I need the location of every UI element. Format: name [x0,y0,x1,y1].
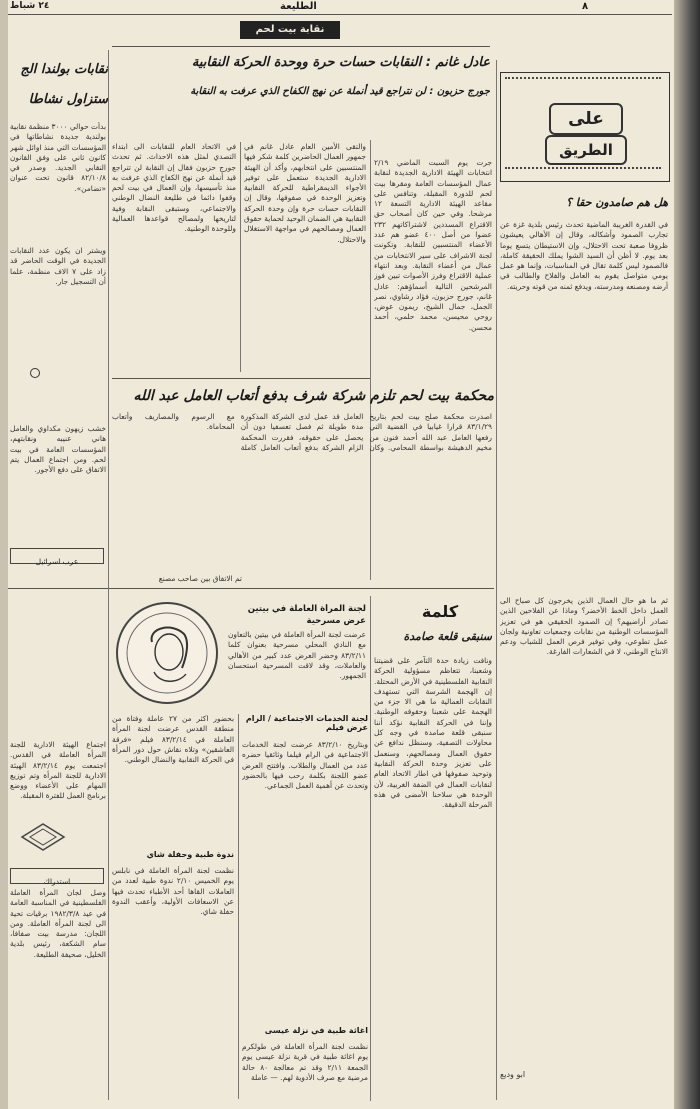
left-headline-1: نقابات بولندا الج [20,62,108,77]
left-body-2: ويشتر ان يكون عدد النقابات الجديدة في الوقت الحاضر قد زاد على ٧ الاف منظمة، علما أن التسجيل جار. [10,246,106,286]
page-number: ٨ [582,1,589,12]
column-question: هل هم صامدون حقا ؟ [566,196,668,209]
masthead-title: نقابة بيت لحم [255,24,325,35]
lead-column-1: جرت يوم السبت الماضي ٢/١٩ انتخابات الهيئة الادارية الجديدة لنقابة عمال المؤسسات العامة ومقرها بيت لحم للدورة المقبلة، وتنافس على مقاعد الهيئة الادارية التسعة ١٢ مرشحا. وفي حين كان أصحاب حق الاقتراع المسددين لاشتراكاتهم ٢٣٢ عضوا من أصل ٤٠٠ عضو هم عدد الأعضاء المنتسبين للنقابة. وتكونت لجنة الاشراف على سير الانتخابات من عمال من أعضاء النقابة. وبعد انتهاء عملية الاقتراع وفرز الأصوات تبين فوز المرشحين التالية أسماؤهم: عادل غانم، جورج حزبون، فؤاد رشاوي، نصر الجمل، جمال الشيخ، ريمون عوض، روحي محيسن، محمد حلمي، أحمد محسن. [374,158,492,332]
left-body-4: اجتماع الهيئة الادارية للجنة المرأة العاملة في القدس. اجتمعت يوم ٨٣/٢/١٤ الهيئة الادارية للجنة المرأة وتم توزيع المهام على الأعضاء ووضع برنامج العمل للفترة المقبلة. [10,740,106,801]
column-signoff: ابو وديع [500,1070,526,1079]
left-box-label: عرب اسرائيل [35,557,79,566]
circle-mark [30,368,40,378]
left-box-2 [10,868,104,884]
kalima-subtitle: سنبقى قلعة صامدة [403,630,492,643]
women-head-5: اغاثة طبية في نزلة عيسى [264,1026,368,1035]
women-body-2: بحضور اكثر من ٢٧ عاملة وفتاة من منطقة القدس عرضت لجنة المرأة العاملة في ٨٣/٢/١٤ فيلم «فرقة العاشقين» وتلاه نقاش حول دور المرأة في الحركة النقابية والنضال الوطني. [112,714,234,765]
women-head-4: ندوة طبية وحفلة شاي [146,850,234,859]
column-box [500,72,670,182]
header-date: ٢٤ شباط [10,1,50,11]
diamond-ornament [20,822,66,852]
left-box [10,548,104,564]
court-headline: محكمة بيت لحم تلزم شركة شرف بدفع أتعاب العامل عبد الله [133,388,494,404]
masthead-label [240,21,340,39]
women-emblem [112,598,222,708]
kalima-body: ونافت زيادة حدة التآمر على قضيتنا وشعبنا، تتعاظم مسؤولية الحركة النقابية الفلسطينية في الأرض المحتلة. إن الهجمة الشرسة التي تستهدف النقابات العمالية ما هي الا جزء من الهجمة على شعبنا وحقوقه الوطنية. وإننا في الحركة النقابية نؤكد أننا سنبقى قلعة صامدة في وجه كل محاولات التصفية، وسنظل ندافع عن حقوق العمال ومصالحهم، وسنعمل على تعزيز وحدة الحركة النقابية وتوحيد صفوفها في اطار الاتحاد العام لنقابات العمال في الضفة الغربية، لأن الوحدة هي سلاحنا الأمضى في هذه المرحلة الدقيقة. [374,656,492,810]
women-body-3: وبتاريخ ٨٣/٢/١٠ عرضت لجنة الخدمات الاجتماعية في الرام فيلما وثائقيا حضره عدد من العمال والطلاب. وافتتح العرض عضو اللجنة بكلمة رحب فيها بالحضور وتحدث عن أهمية العمل الجماعي. [242,740,368,791]
left-body-1: بدأت حوالي ٣٠٠٠ منظمة نقابية بولندية جديدة نشاطاتها في المؤسسات التي منذ اوائل شهر كانون ثاني على وفق القانون النقابي الجديد. وصدر في ٨٢/١٠/٨ قانون تحت عنوان «تضامن». [10,122,106,193]
column-body: في القدرة الغريبة الماضية تحدث رئيس بلدية غزة عن تجارب الصمود وأشكاله، وقال إن الأهالي يعيشون ظروفا صعبة تحت الاحتلال، وإن الاستيطان يتسع يوما بعد يوم. لا أظن أن السيد الشوا يملك الحقيقة كاملة، فالصمود ليس كلمة تقال في المناسبات، وإنما هو عمل يومي متواصل يقوم به العامل والفلاح والطالب في أرضه ومصنعه ومدرسته، ويدفع ثمنه من قوته وحريته. [500,220,668,291]
women-head-1: لجنة المرأة العاملة في بيتين [247,604,366,614]
lead-headline-2: جورج حزبون : لن نتراجع قيد أنملة عن نهج الكفاح الذي عرفت به النقابة [190,86,490,97]
column-body-2: ثم ما هو حال العمال الذين يخرجون كل صباح الى العمل داخل الخط الأخضر؟ وماذا عن الفلاحين الذين تصادر أراضيهم؟ إن الصمود الحقيقي هو في تعزيز المؤسسات الوطنية من نقابات وجمعيات تعاونية ولجان عمل تطوعي، وفي توفير فرص العمل للشباب ودعم الانتاج الوطني، لا في الشعارات الفارغة. [500,596,668,657]
column-title-1: على [568,109,604,129]
women-body-1: عرضت لجنة المرأة العاملة في بيتين بالتعاون مع النادي المحلي مسرحية بعنوان كلما ٨٣/٢/١١ وحضر العرض عدد كبير من الأهالي والعاملات، وقد لاقت المسرحية استحسان الجمهور. [228,630,366,681]
paper-name: الطليعة [280,1,317,12]
women-head-2: عرض مسرحية [306,616,366,626]
women-body-5: نظمت لجنة المرأة العاملة في طولكرم يوم اغاثة طبية في قرية نزلة عيسى يوم الجمعة ٢/١١ وقد تم معالجة ٨٠ حالة مرضية مع صرف الأدوية لهم. — عاملة [242,1042,368,1082]
kalima-title: كلمة [421,602,459,621]
left-body-5: وصل لجان المرأة العاملة الفلسطينية في المناسبة العامة في عيد ١٩٨٢/٣/٨ برقيات تحية الى لجنة المرأة العاملة. ومن اللجان: مدرسة بيت صفافا، سام الشكعة، رئيس بلدية الخليل، صحيفة الطليعة. [10,888,106,959]
court-body: اصدرت محكمة صلح بيت لحم بتاريخ ٨٣/١/٢٩ قرارا غيابيا في القضية التي رفعها العامل عبد الله أحمد فنون من مخيم الدهيشة بواسطة المحامي. وكان العامل قد عمل لدى الشركة المذكورة مدة طويلة ثم فصل تعسفيا دون أن يحصل على حقوقه، فقررت المحكمة الزام الشركة بدفع أتعاب العامل كاملة مع الرسوم والمصاريف وأتعاب المحاماة. [112,412,492,452]
court-footer: تم الاتفاق بين صاحب مصنع [158,574,242,583]
women-head-3: لجنة الخدمات الاجتماعية / الرام عرض فيلم [245,714,368,732]
lead-column-3: في الاتحاد العام للنقابات الى ابتداء التصدي لمثل هذه الاحداث. ثم تحدث جورج حزبون فقال إن النقابة لن تتراجع قيد أنملة عن نهج الكفاح الذي عرفت به منذ تأسيسها، وإن العمال في بيت لحم وقفوا دائما في طليعة النضال الوطني والاجتماعي، وستبقى النقابة وفية لتاريخها ولمصالح قواعدها العمالية وللوحدة الوطنية. [112,142,236,234]
left-headline-2: ستزاول نشاطا [28,92,108,107]
lead-headline-1: عادل غانم : النقابات حسات حرة ووحدة الحركة النقابية [191,55,490,70]
left-body-3: خشب زيهون مكداوي والعامل هاني عنيبه ونقابتهم، المؤسسات العامة في بيت لحم. ومن اجتماع العمال يتم الاتفاق على دفع الأجور. [10,424,106,475]
left-box-2-label: استدراك [43,877,71,886]
lead-column-2: والتقى الأمين العام عادل غانم في جمهور العمال الحاضرين كلمة شكر فيها المنتسبين على انتخابهم، وأكد أن الهيئة الادارية الجديدة ستعمل على توفير الأجواء الديمقراطية للحركة النقابية وتعزيز الوحدة في صفوفها، وقال إن النقابات حسات حرة وإن وحدة الحركة النقابية هي الضمان الوحيد لحماية حقوق العمال ومصالحهم في مواجهة الاستغلال والاحتلال. [244,142,366,244]
column-title-2: الطريق [559,141,613,159]
women-body-4: نظمت لجنة المرأة العاملة في نابلس يوم الخميس ٢/١٠ ندوة طبية لعدد من العاملات القاها أحد الأطباء تحدث فيها عن الاسعافات الأولية، وأعقب الندوة حفلة شاي. [112,866,234,917]
